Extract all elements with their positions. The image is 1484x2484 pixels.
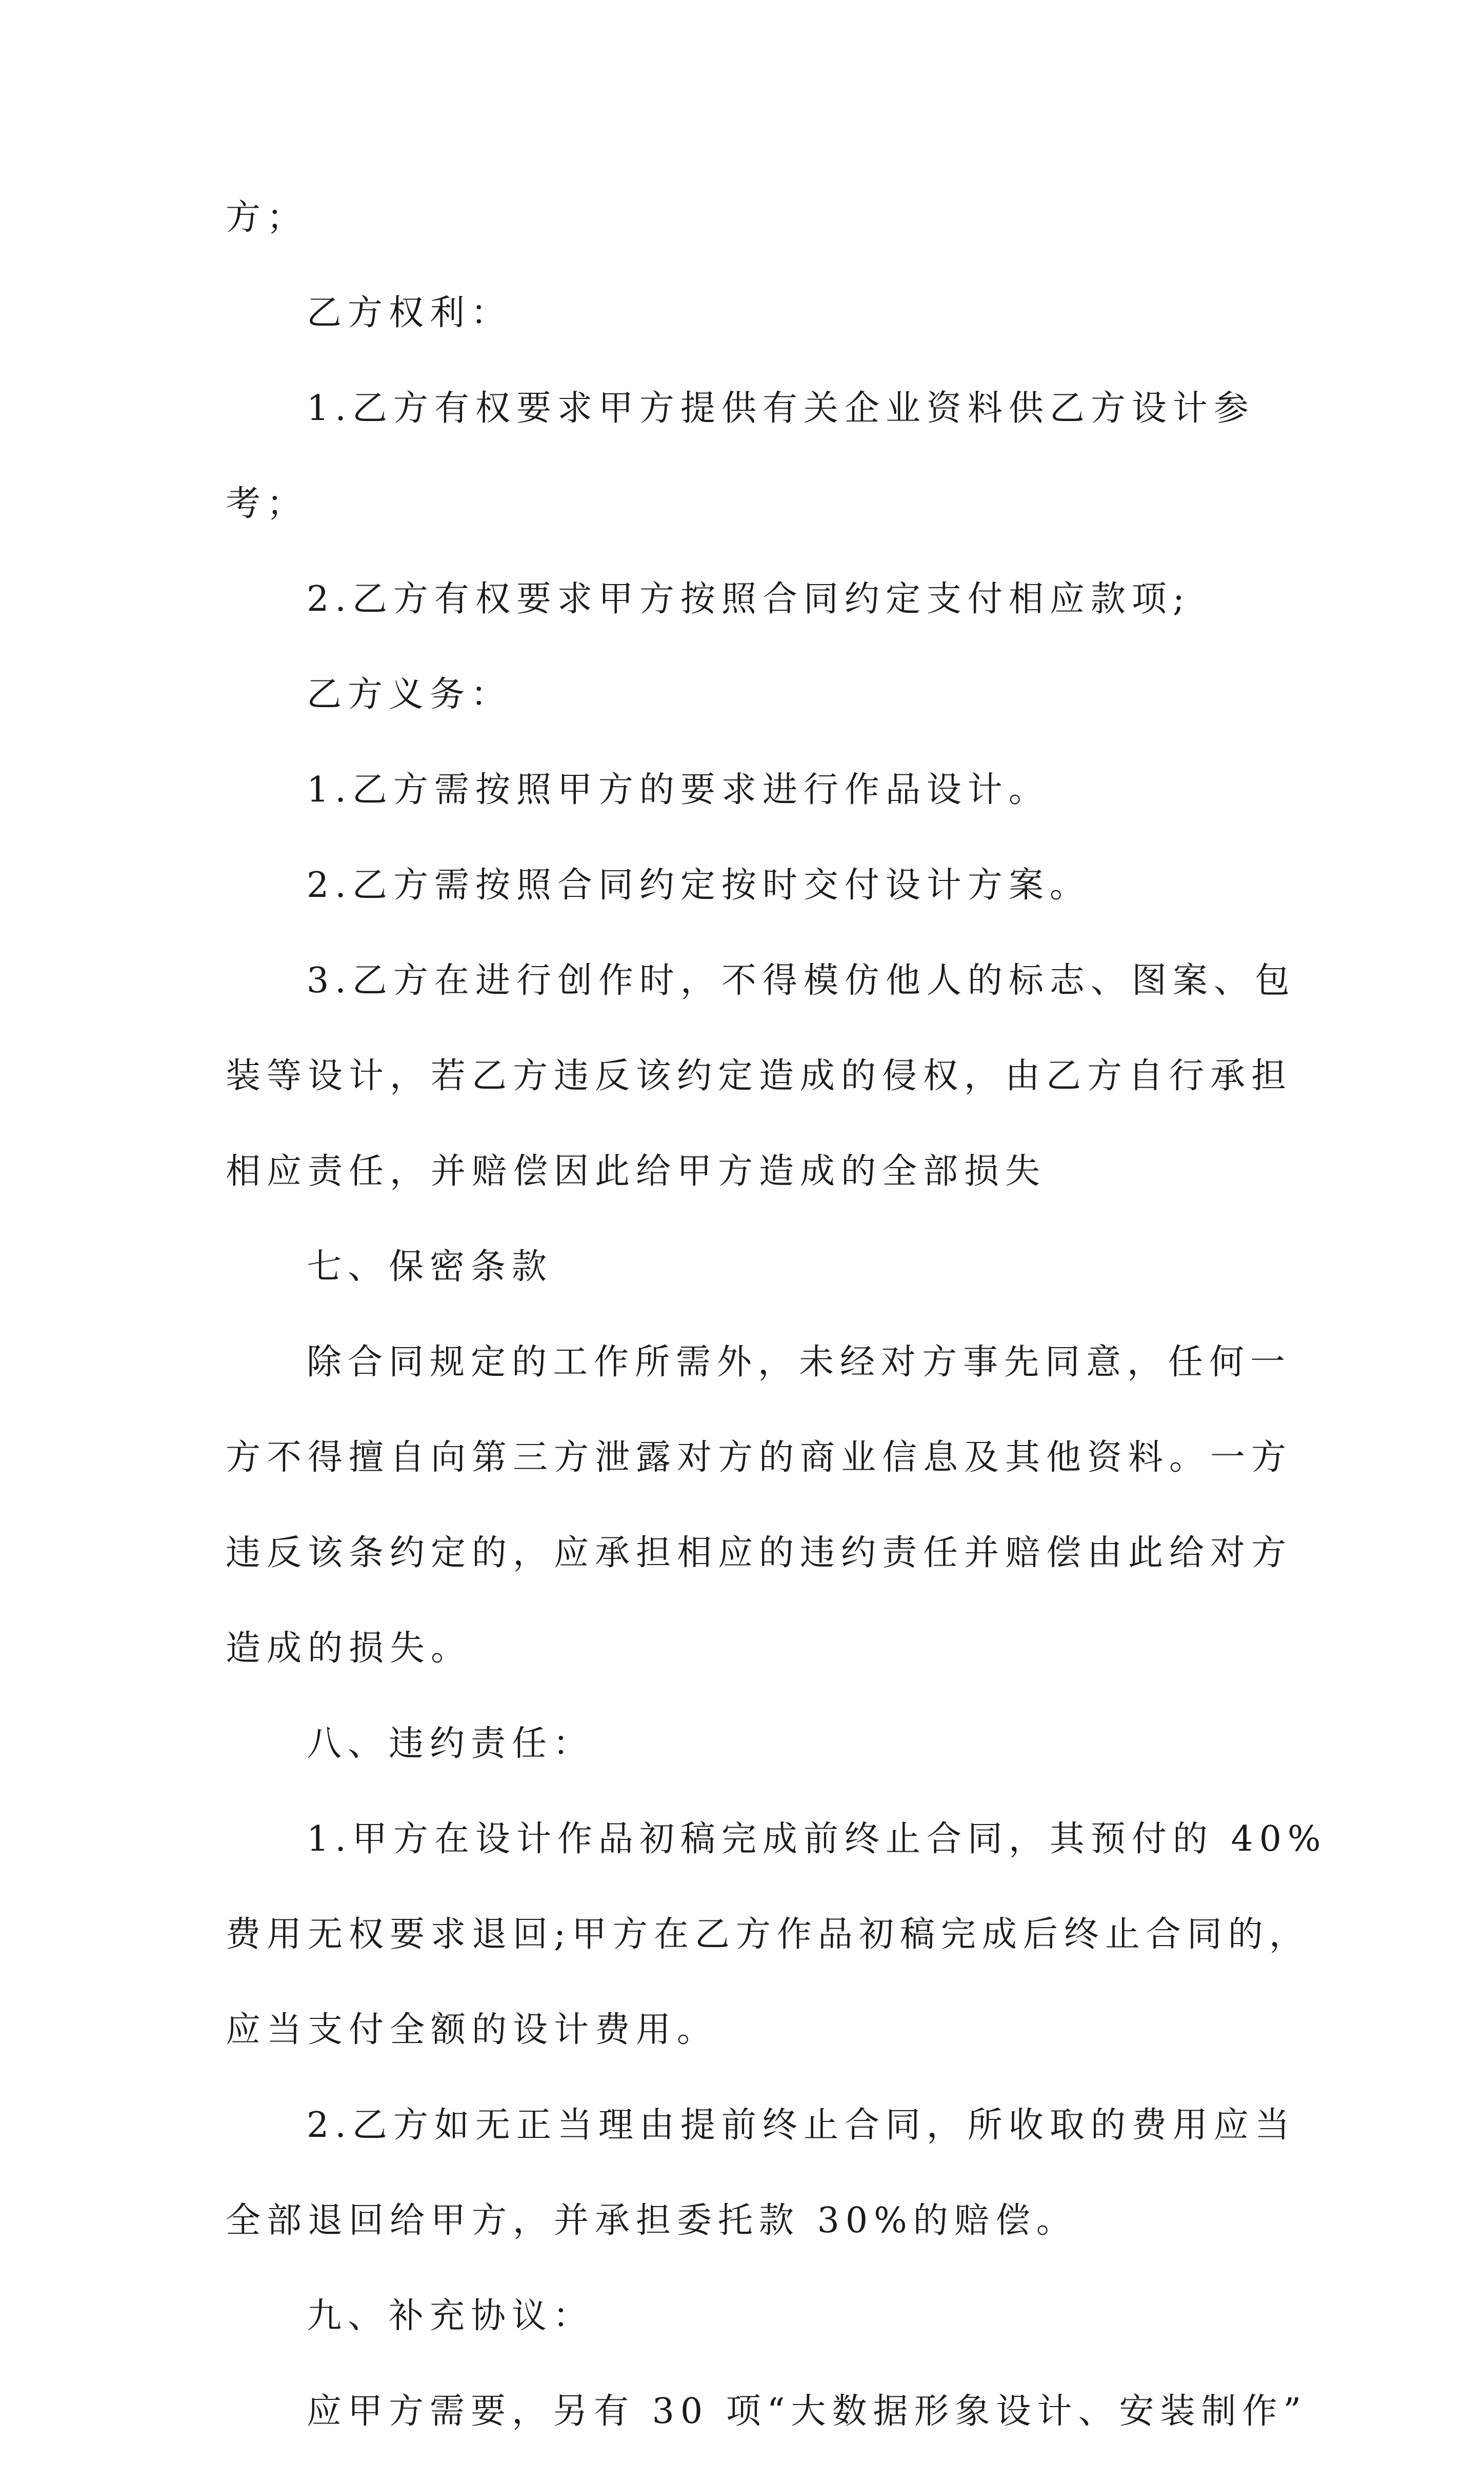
- text-line: 费用无权要求退回;甲方在乙方作品初稿完成后终止合同的，: [226, 1914, 1310, 1955]
- section-heading: 九、补充协议：: [307, 2296, 594, 2336]
- text-line: 2.乙方有权要求甲方按照合同约定支付相应款项;: [307, 579, 1191, 619]
- text-line: 2.乙方如无正当理由提前终止合同，所收取的费用应当: [307, 2105, 1296, 2146]
- text-line: 违反该条约定的，应承担相应的违约责任并赔偿由此给对方: [226, 1533, 1293, 1573]
- text-line: 2.乙方需按照合同约定按时交付设计方案。: [307, 865, 1091, 906]
- text-line: 应当支付全额的设计费用。: [226, 2010, 718, 2050]
- text-line: 应甲方需要，另有 30 项“大数据形象设计、安装制作”: [307, 2391, 1308, 2432]
- text-line: 方不得擅自向第三方泄露对方的商业信息及其他资料。一方: [226, 1437, 1293, 1478]
- text-line: 考；: [226, 484, 308, 524]
- text-line: 方；: [226, 197, 308, 238]
- text-line: 3.乙方在进行创作时，不得模仿他人的标志、图案、包: [307, 960, 1296, 1001]
- text-line: 除合同规定的工作所需外，未经对方事先同意，任何一: [307, 1342, 1292, 1383]
- text-line: 造成的损失。: [226, 1628, 472, 1669]
- section-heading: 乙方义务：: [307, 674, 512, 715]
- section-heading: 七、保密条款: [307, 1247, 553, 1287]
- section-heading: 乙方权利：: [307, 293, 512, 333]
- text-line: 全部退回给甲方，并承担委托款 30%的赔偿。: [226, 2200, 1077, 2241]
- text-line: 1.乙方有权要求甲方提供有关企业资料供乙方设计参: [307, 388, 1255, 429]
- section-heading: 八、违约责任：: [307, 1724, 594, 1764]
- text-line: 1.甲方在设计作品初稿完成前终止合同，其预付的 40%: [307, 1819, 1327, 1859]
- text-line: 装等设计，若乙方违反该约定造成的侵权，由乙方自行承担: [226, 1056, 1293, 1096]
- document-page: [226, 195, 1327, 2484]
- text-line: 相应责任，并赔偿因此给甲方造成的全部损失: [226, 1151, 1047, 1192]
- text-line: 1.乙方需按照甲方的要求进行作品设计。: [307, 770, 1050, 810]
